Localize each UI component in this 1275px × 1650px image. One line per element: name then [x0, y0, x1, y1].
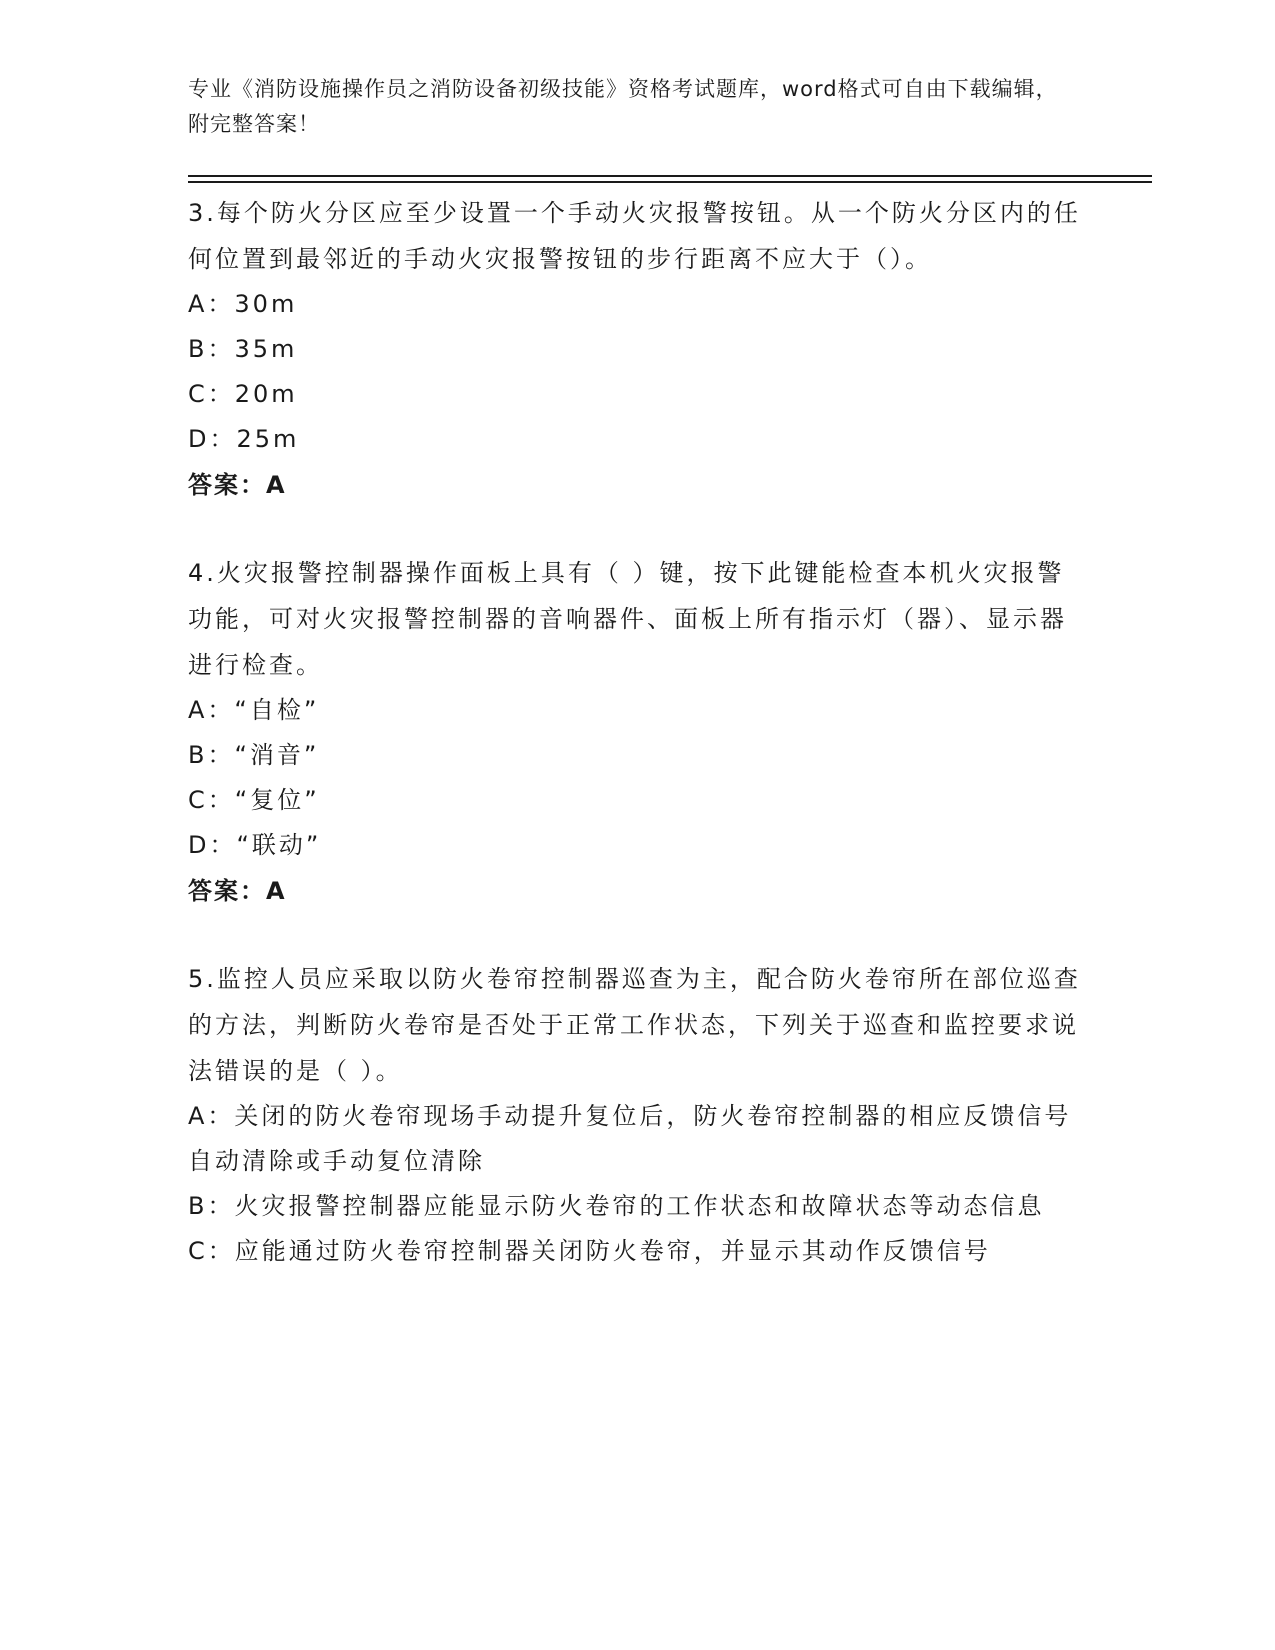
option-c: C：应能通过防火卷帘控制器关闭防火卷帘，并显示其动作反馈信号 — [188, 1237, 991, 1265]
header-rule-top — [188, 175, 1152, 177]
question-stem: 5.监控人员应采取以防火卷帘控制器巡查为主，配合防火卷帘所在部位巡查的方法，判断防火卷帘是否处于正常工作状态，下列关于巡查和监控要求说法错误的是（ ）。 — [188, 965, 1081, 1085]
header-rule-bottom — [188, 181, 1152, 183]
option-b: B：35m — [188, 335, 298, 363]
question-4 — [188, 550, 1088, 914]
option-a: A：30m — [188, 290, 298, 318]
option-c: C：“复位” — [188, 786, 320, 814]
option-c: C：20m — [188, 380, 298, 408]
option-a: A：关闭的防火卷帘现场手动提升复位后，防火卷帘控制器的相应反馈信号自动清除或手动复位清除 — [188, 1102, 1072, 1175]
option-d: D：25m — [188, 425, 300, 453]
question-stem: 4.火灾报警控制器操作面板上具有（ ）键，按下此键能检查本机火灾报警功能，可对火灾报警控制器的音响器件、面板上所有指示灯（器）、显示器进行检查。 — [188, 559, 1067, 679]
option-d: D：“联动” — [188, 831, 322, 859]
question-spacer — [188, 914, 1088, 956]
option-b: B：火灾报警控制器应能显示防火卷帘的工作状态和故障状态等动态信息 — [188, 1192, 1045, 1220]
question-list — [188, 190, 1088, 1274]
document-header: 专业《消防设施操作员之消防设备初级技能》资格考试题库，word格式可自由下载编辑，附完整答案！ — [188, 77, 1058, 136]
option-a: A：“自检” — [188, 696, 320, 724]
answer-line: 答案：A — [188, 877, 287, 905]
answer-line: 答案：A — [188, 471, 287, 499]
option-b: B：“消音” — [188, 741, 320, 769]
question-5 — [188, 956, 1088, 1274]
question-3 — [188, 190, 1088, 508]
question-stem: 3.每个防火分区应至少设置一个手动火灾报警按钮。从一个防火分区内的任何位置到最邻近的手动火灾报警按钮的步行距离不应大于（）。 — [188, 199, 1081, 273]
question-spacer — [188, 508, 1088, 550]
